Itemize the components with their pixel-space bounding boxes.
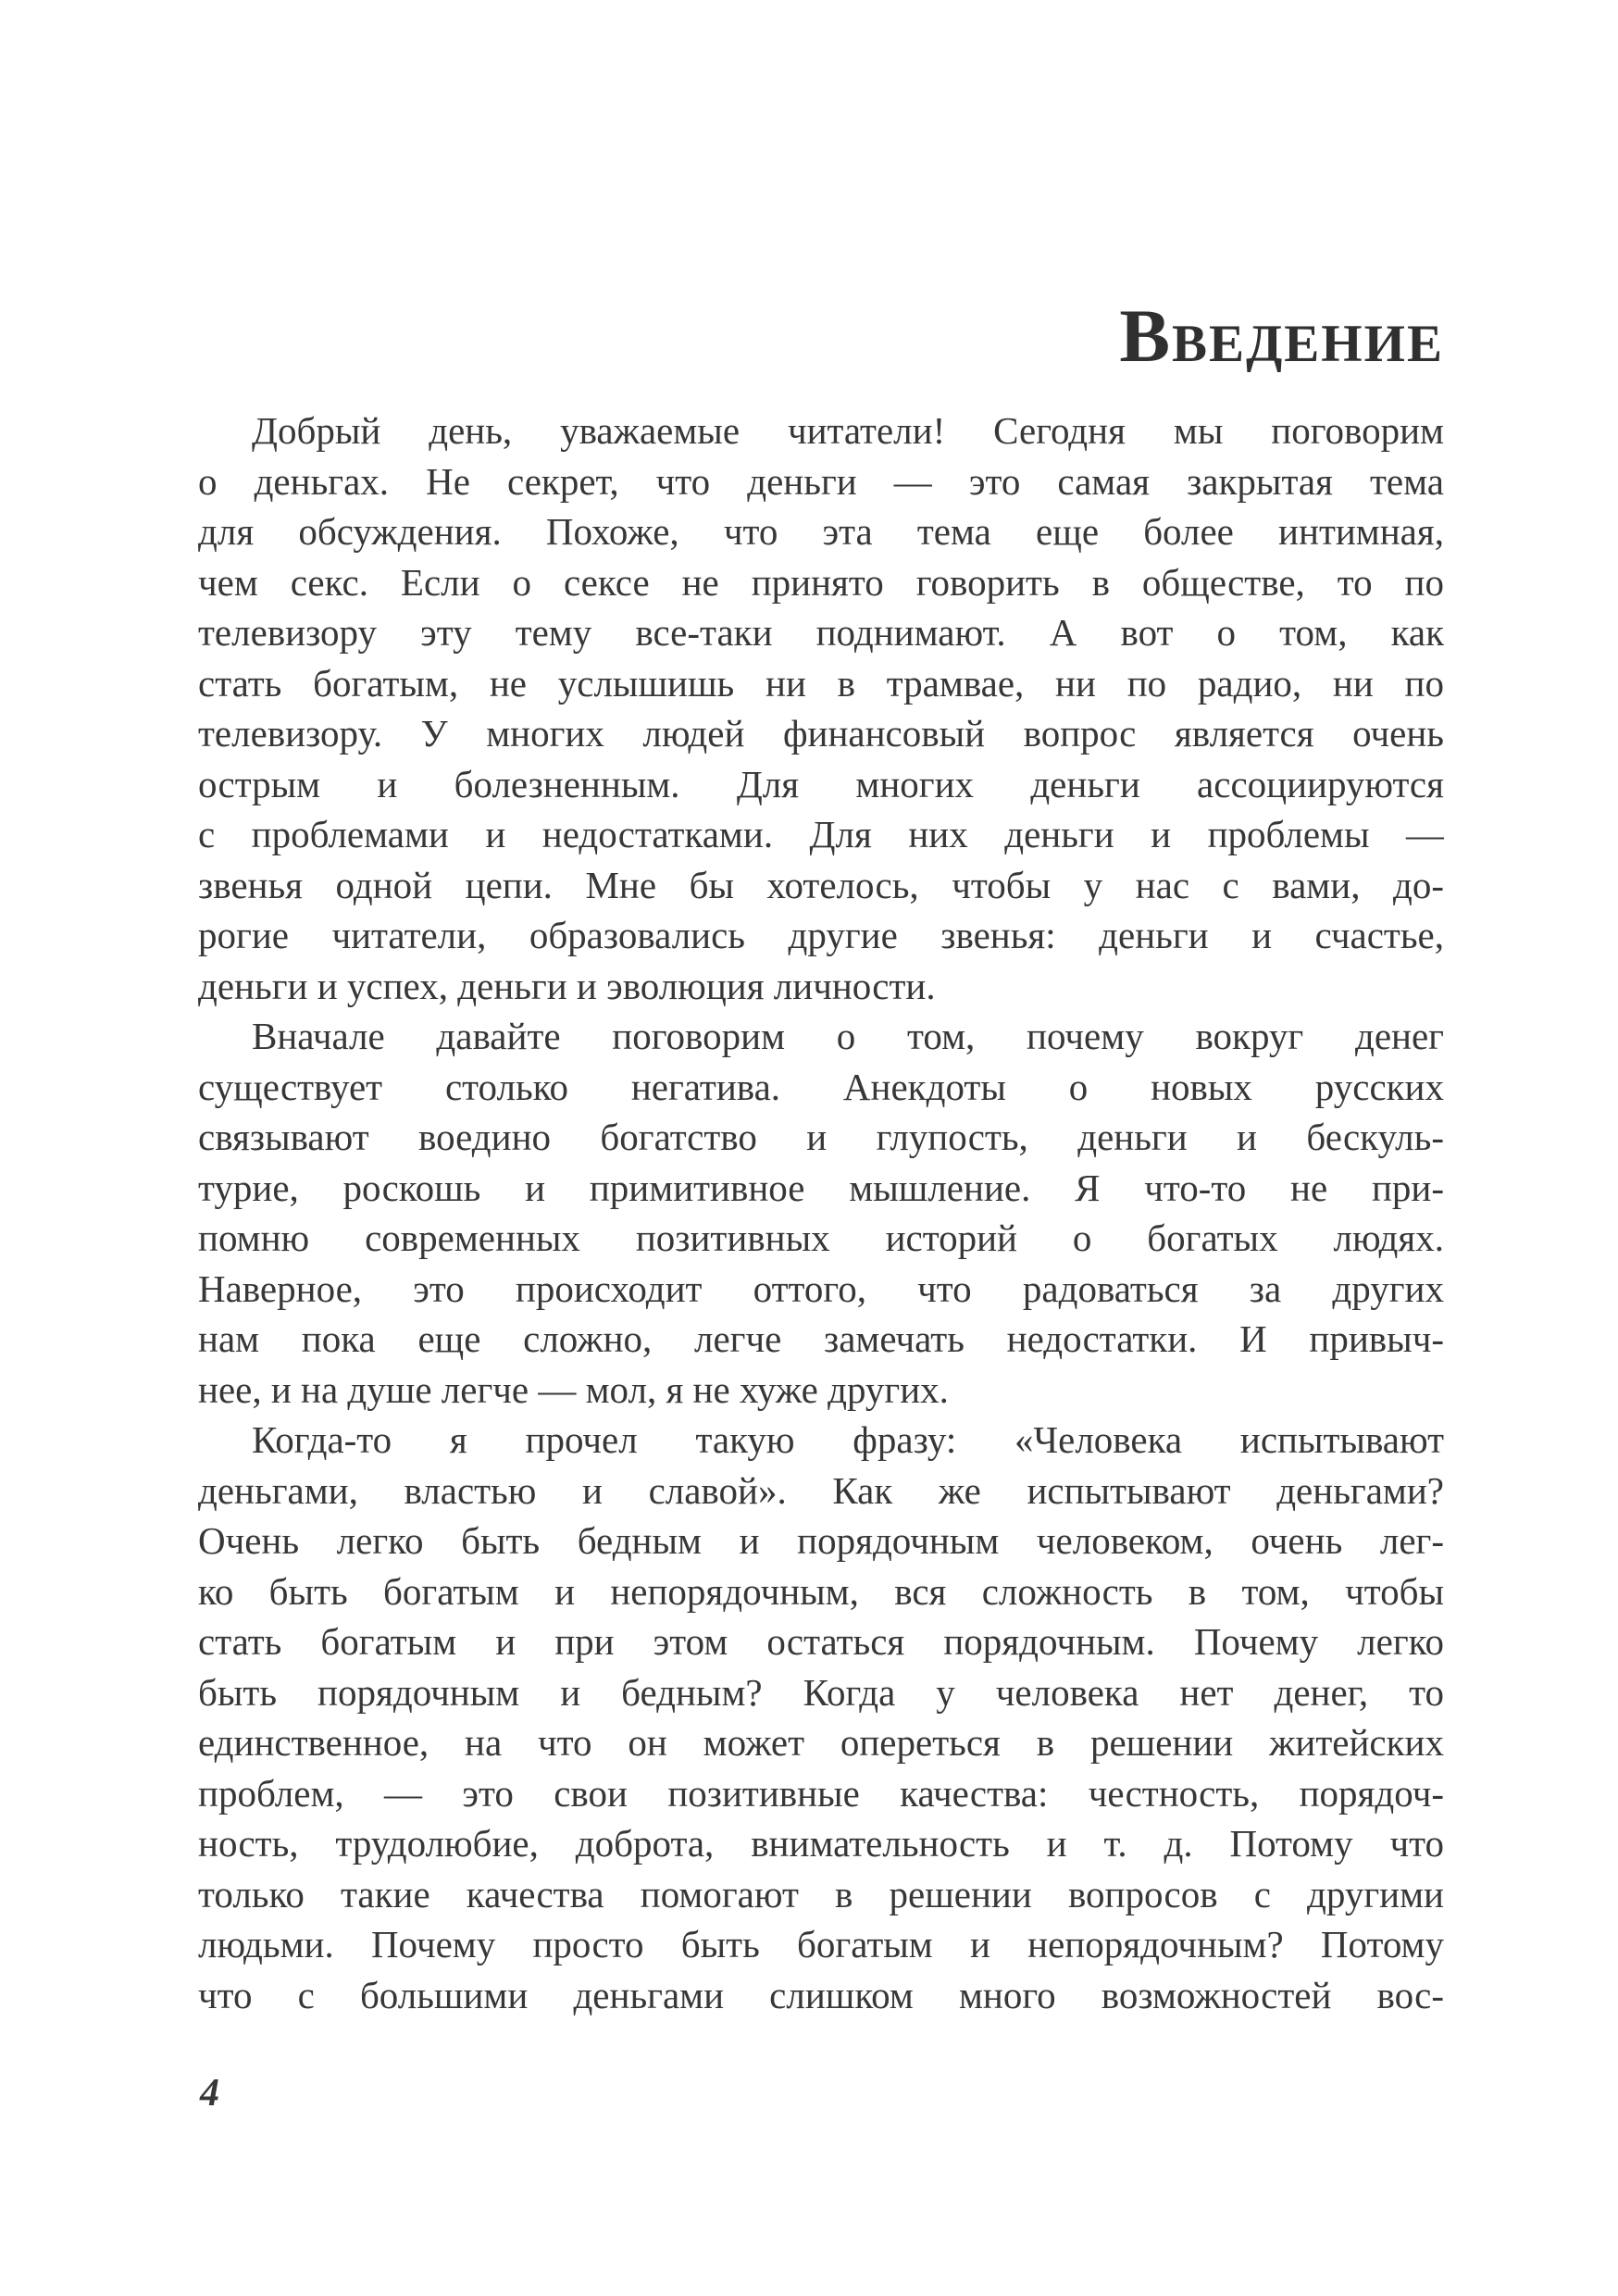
text-line: что с большими деньгами слишком много возможностей вос- (198, 1973, 1444, 2016)
text-line: звенья одной цепи. Мне бы хотелось, чтобы у нас с вами, до- (198, 863, 1444, 906)
text-line: стать богатым и при этом остаться порядочным. Почему легко (198, 1620, 1444, 1663)
text-line: только такие качества помогают в решении вопросов с другими (198, 1872, 1444, 1915)
text-line: рогие читатели, образовались другие звенья: деньги и счастье, (198, 914, 1444, 956)
text-line: нее, и на душе легче — мол, я не хуже других. (198, 1367, 949, 1411)
text-line: единственное, на что он может опереться в решении житейских (198, 1721, 1444, 1764)
chapter-title (1119, 293, 1444, 378)
chapter-title-rest: ВЕДЕНИЕ (1172, 315, 1444, 373)
text-line: телевизору. У многих людей финансовый вопрос является очень (198, 712, 1444, 755)
text-line: турие, роскошь и примитивное мышление. Я что-то не при- (198, 1166, 1444, 1209)
text-line: острым и болезненным. Для многих деньги ассоциируются (198, 762, 1444, 805)
text-line: помню современных позитивных историй о богатых людях. (198, 1217, 1444, 1259)
text-line: для обсуждения. Похоже, что эта тема еще более интимная, (198, 510, 1444, 553)
text-line: ко быть богатым и непорядочным, вся сложность в том, чтобы (198, 1569, 1444, 1613)
text-line: деньги и успех, деньги и эволюция личности. (198, 964, 936, 1007)
body-text (198, 406, 1444, 2020)
chapter-title-initial: В (1119, 293, 1173, 378)
text-line: ность, трудолюбие, доброта, внимательность и т. д. Потому что (198, 1822, 1444, 1865)
text-line: деньгами, властью и славой». Как же испытывают деньгами? (198, 1468, 1444, 1512)
text-line: существует столько негатива. Анекдоты о новых русских (198, 1065, 1444, 1108)
text-line: проблем, — это свои позитивные качества: честность, порядоч- (198, 1771, 1444, 1815)
page-number: 4 (200, 2072, 219, 2115)
text-line: Добрый день, уважаемые читатели! Сегодня мы поговорим (252, 409, 1444, 452)
text-line: о деньгах. Не секрет, что деньги — это самая закрытая тема (198, 459, 1444, 503)
text-line: чем секс. Если о сексе не принято говорить в обществе, то по (198, 560, 1444, 604)
text-line: Наверное, это происходит оттого, что радоваться за других (198, 1267, 1444, 1310)
text-line: стать богатым, не услышишь ни в трамвае, ни по радио, ни по (198, 661, 1444, 705)
text-line: связывают воедино богатство и глупость, деньги и бескуль- (198, 1116, 1444, 1158)
text-line: Вначале давайте поговорим о том, почему вокруг денег (252, 1015, 1444, 1057)
text-line: телевизору эту тему все-таки поднимают. А вот о том, как (198, 611, 1444, 654)
text-line: нам пока еще сложно, легче замечать недостатки. И привыч- (198, 1317, 1444, 1360)
text-line: людьми. Почему просто быть богатым и непорядочным? Потому (198, 1923, 1444, 1965)
text-line: Очень легко быть бедным и порядочным человеком, очень лег- (198, 1519, 1444, 1562)
text-line: с проблемами и недостатками. Для них деньги и проблемы — (198, 813, 1444, 855)
text-line: быть порядочным и бедным? Когда у человека нет денег, то (198, 1670, 1444, 1714)
text-line: Когда-то я прочел такую фразу: «Человека испытывают (252, 1418, 1444, 1461)
